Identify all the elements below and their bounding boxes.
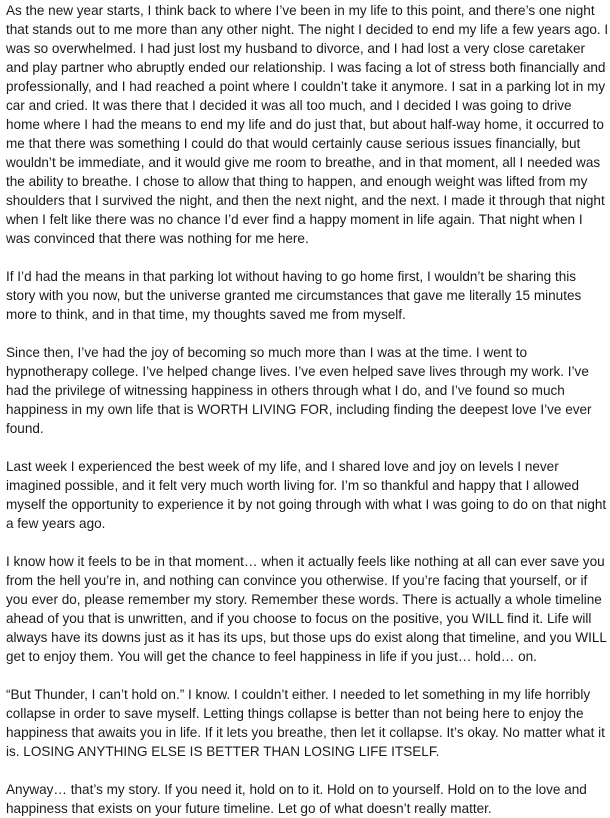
paragraph-since-then: Since then, I’ve had the joy of becoming so much more than I was at the time. I went to hypnotherapy college. I’ve helped change lives. I’ve even helped save lives through my work. I’ve had the privilege of witnessing happiness in others through what I do, and I’ve found so much happiness in my own life that is WORTH LIVING FOR, including finding the deepest love I’ve ever found.: [6, 345, 592, 436]
paragraph-that-moment: I know how it feels to be in that moment… when it actually feels like nothing at all can ever save you from the hell you’re in, and nothing can convince you otherwise. If you’re facing that yourself, or if you ever do, please remember my story. Remember these words. There is actually a whole timeline ahead of you that is unwritten, and if you choose to focus on the positive, you WILL find it. Life will always have its downs just as it has its ups, but those ups do exist along that timeline, and you WILL get to enjoy them. You will get the chance to feel happiness in life if you just… hold… on.: [6, 554, 607, 664]
article-body: [6, 1, 609, 818]
paragraph-closing: Anyway… that’s my story. If you need it, hold on to it. Hold on to yourself. Hold on to the love and happiness that exists on your future timeline. Let go of what doesn’t really matter.: [6, 782, 587, 816]
paragraph-last-week: Last week I experienced the best week of my life, and I shared love and joy on levels I never imagined possible, and it felt very much worth living for. I’m so thankful and happy that I allowed myself the opportunity to experience it by not going through with what I was going to do on that night a few years ago.: [6, 459, 607, 531]
paragraph-parking-lot: If I’d had the means in that parking lot without having to go home first, I wouldn’t be sharing this story with you now, but the universe granted me circumstances that gave me literally 15 minutes more to think, and in that time, my thoughts saved me from myself.: [6, 269, 582, 322]
paragraph-night-story: As the new year starts, I think back to where I’ve been in my life to this point, and there’s one night that stands out to me more than any other night. The night I decided to end my life a few years ago. I was so overwhelmed. I had just lost my husband to divorce, and I had lost a very close caretaker and play partner who abruptly ended our relationship. I was facing a lot of stress both financially and professionally, and I had reached a point where I couldn’t take it anymore. I sat in a parking lot in my car and cried. It was there that I decided it was all too much, and I decided I was going to drive home where I had the means to end my life and do just that, but about half-way home, it occurred to me that there was something I could do that would certainly cause serious issues financially, but wouldn’t be immediate, and it would give me room to breathe, and in that moment, all I needed was the ability to breathe. I chose to allow that thing to happen, and enough weight was lifted from my shoulders that I survived the night, and then the next night, and the next. I made it through that night when I felt like there was no chance I’d ever find a happy moment in life again. That night when I was convinced that there was nothing for me here.: [6, 3, 609, 246]
paragraph-hold-on: “But Thunder, I can’t hold on.” I know. I couldn’t either. I needed to let something in my life horribly collapse in order to save myself. Letting things collapse is better than not being here to enjoy the happiness that awaits you in life. If it lets you breathe, then let it collapse. It’s okay. No matter what it is. LOSING ANYTHING ELSE IS BETTER THAN LOSING LIFE ITSELF.: [6, 687, 605, 759]
